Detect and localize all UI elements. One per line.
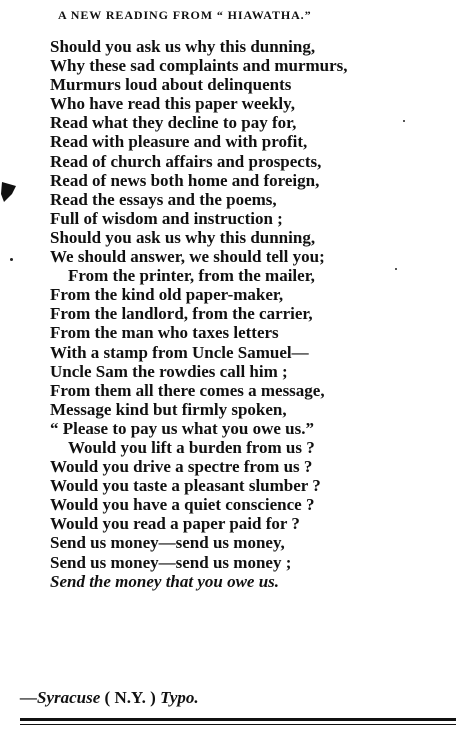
poem-line: We should answer, we should tell you;: [50, 247, 325, 267]
poem-line: Would you read a paper paid for ?: [50, 514, 300, 534]
poem-line: Would you taste a pleasant slumber ?: [50, 476, 321, 496]
poem-line: Send us money—send us money,: [50, 533, 285, 553]
poem-line: From the man who taxes letters: [50, 323, 279, 343]
poem-line: Read the essays and the poems,: [50, 189, 277, 209]
poem-line: Who have read this paper weekly,: [50, 94, 295, 114]
poem-line: Would you have a quiet conscience ?: [50, 495, 315, 515]
poem-line: Would you lift a burden from us ?: [68, 437, 315, 457]
poem-line: Send us money—send us money ;: [50, 552, 292, 572]
poem-line: From the printer, from the mailer,: [68, 266, 315, 286]
poem-line: Read what they decline to pay for,: [50, 113, 297, 133]
poem-line: From the landlord, from the carrier,: [50, 304, 313, 324]
poem-line: Why these sad complaints and murmurs,: [50, 56, 348, 76]
poem-line: Uncle Sam the rowdies call him ;: [50, 361, 288, 381]
divider-thick: [20, 718, 456, 721]
poem-attribution: [20, 688, 199, 708]
divider-thin: [20, 724, 456, 725]
attribution-paper: Typo.: [160, 688, 199, 707]
poem-line: Send the money that you owe us.: [50, 571, 280, 591]
poem-line: Read with pleasure and with profit,: [50, 132, 308, 152]
poem-line: Murmurs loud about delinquents: [50, 75, 292, 95]
poem-line: Full of wisdom and instruction ;: [50, 208, 283, 228]
poem-body: [50, 37, 460, 591]
poem-line: Should you ask us why this dunning,: [50, 227, 316, 247]
print-speck: [10, 258, 13, 261]
poem-line: Message kind but firmly spoken,: [50, 399, 287, 419]
poem-title: A NEW READING FROM “ HIAWATHA.”: [58, 8, 312, 22]
poem-line: “ Please to pay us what you owe us.”: [50, 418, 314, 438]
poem-line: Read of church affairs and prospects,: [50, 151, 322, 171]
attribution-state: ( N.Y. ): [104, 688, 156, 707]
attribution-city: —Syracuse: [20, 688, 101, 707]
poem-line: Should you ask us why this dunning,: [50, 37, 316, 56]
poem-line: Read of news both home and foreign,: [50, 170, 320, 190]
poem-line: Would you drive a spectre from us ?: [50, 457, 313, 477]
ink-blot-mark: [0, 180, 18, 204]
poem-line: From them all there comes a message,: [50, 380, 325, 400]
poem-line: With a stamp from Uncle Samuel—: [50, 342, 309, 362]
poem-line: From the kind old paper-maker,: [50, 285, 284, 305]
